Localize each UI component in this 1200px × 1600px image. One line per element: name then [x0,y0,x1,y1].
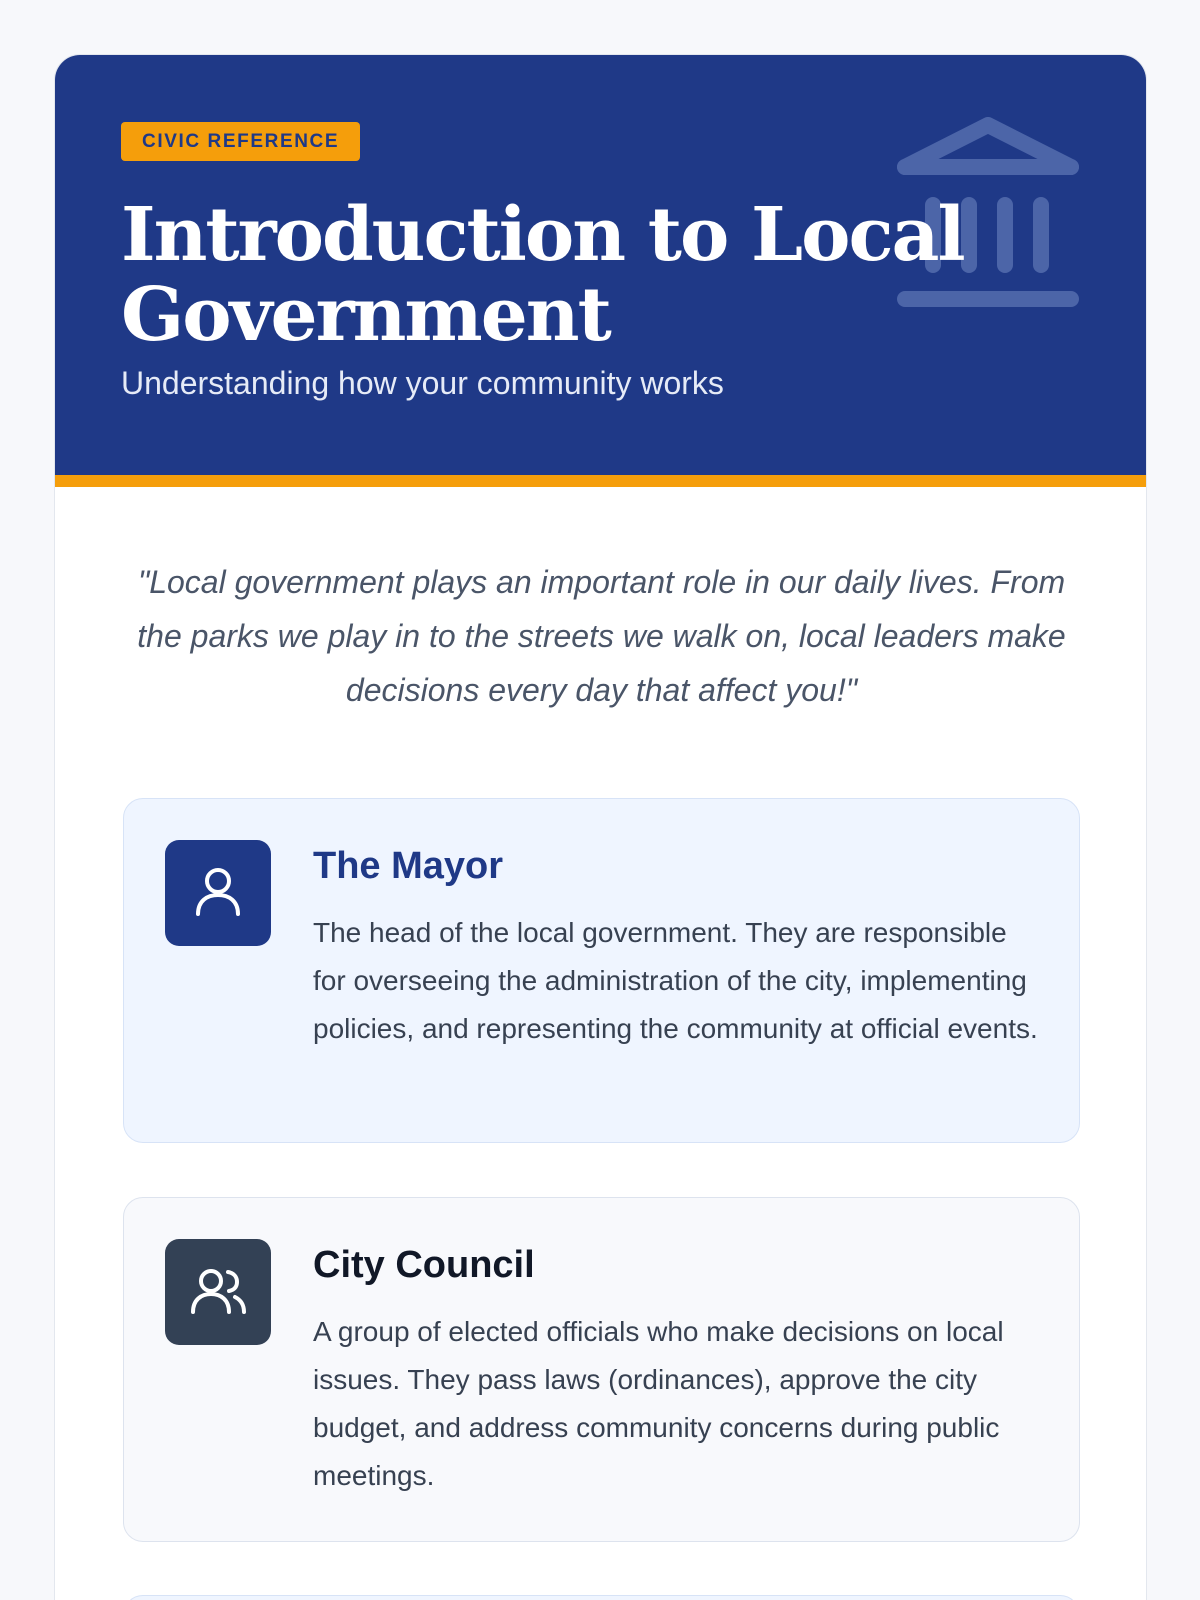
role-description: A group of elected officials who make decisions on local issues. They pass laws (ordinances), approve the city budget, and address community concerns during public meetings. [313,1316,1004,1491]
header-banner [55,55,1146,487]
intro-quote: "Local government plays an important role in our daily lives. From the parks we play in to the streets we walk on, local leaders make decisions every day that affect you!" [137,564,1066,708]
role-card-city-council [123,1197,1080,1542]
role-description: The head of the local government. They are responsible for overseeing the administration of the city, implementing policies, and representing the community at official events. [313,917,1038,1044]
page-title: Introduction to Local Government [121,192,964,358]
person-icon [165,840,271,946]
role-card-mayor [123,798,1080,1143]
people-icon [165,1239,271,1345]
category-badge: CIVIC REFERENCE [121,122,360,161]
page-card [54,54,1147,1600]
page-subtitle: Understanding how your community works [121,365,724,401]
role-card-partial [123,1595,1080,1600]
role-title: The Mayor [313,845,504,887]
role-title: City Council [313,1244,535,1286]
